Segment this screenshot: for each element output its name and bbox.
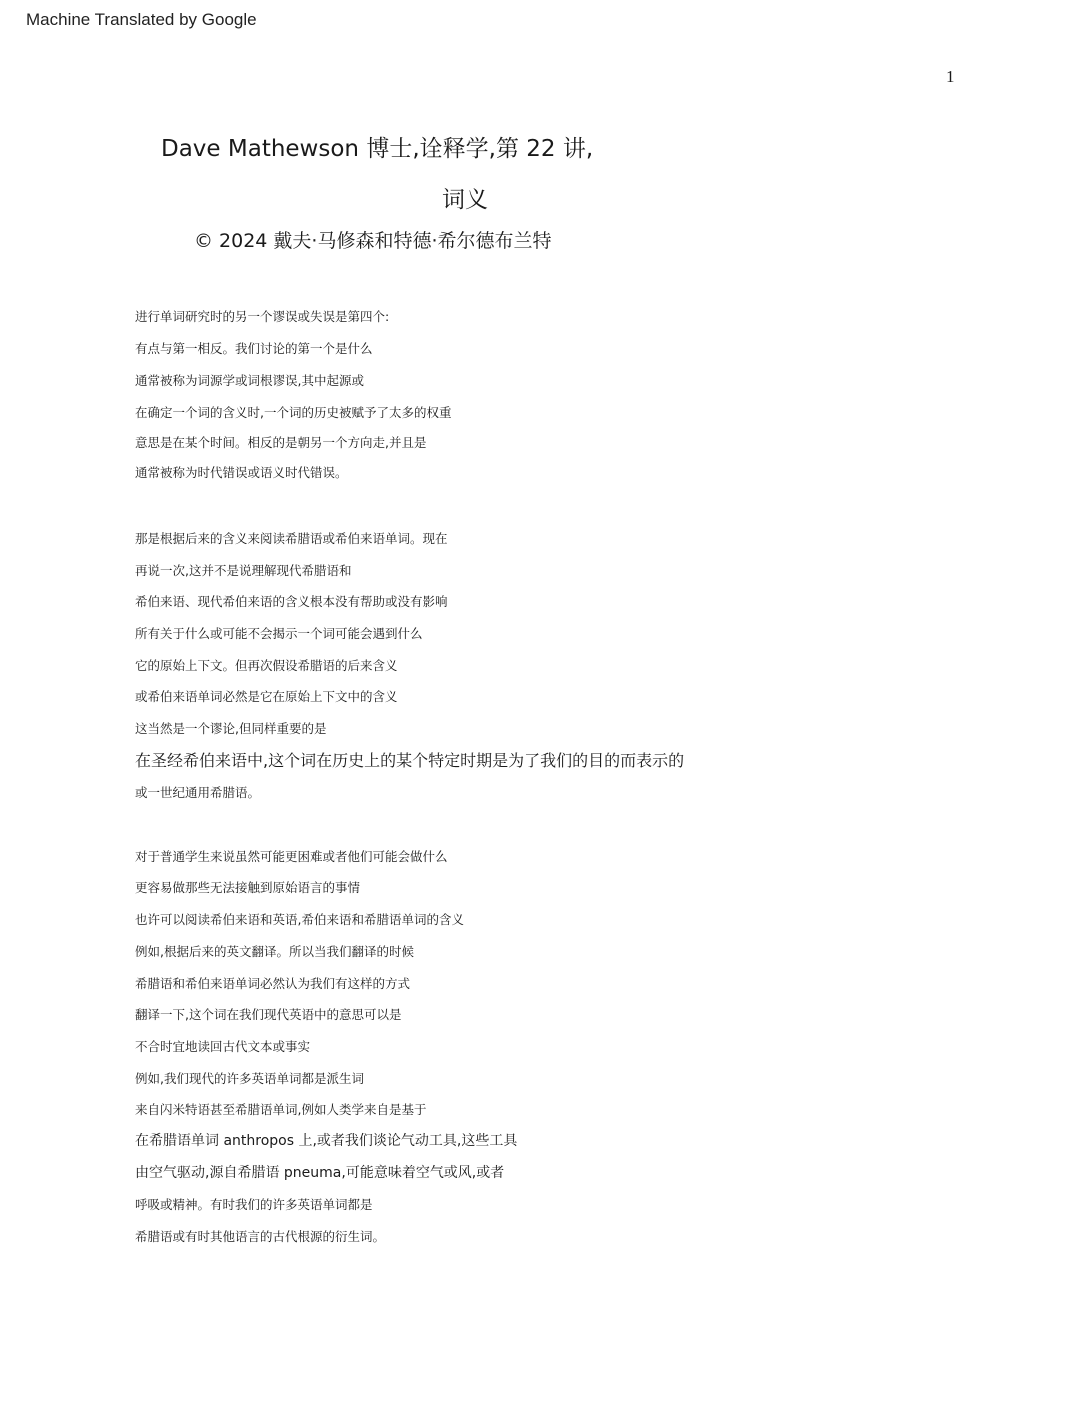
text-line: 希腊语和希伯来语单词必然认为我们有这样的方式	[135, 976, 411, 991]
text-line: 希伯来语、现代希伯来语的含义根本没有帮助或没有影响	[135, 594, 448, 609]
document-subtitle: 词义	[442, 187, 488, 213]
text-line: 例如,根据后来的英文翻译。所以当我们翻译的时候	[135, 944, 414, 959]
page-number: 1	[946, 67, 955, 86]
text-line: 更容易做那些无法接触到原始语言的事情	[135, 880, 361, 895]
text-line: 在确定一个词的含义时,一个词的历史被赋予了太多的权重	[135, 405, 452, 420]
text-line: 对于普通学生来说虽然可能更困难或者他们可能会做什么	[135, 849, 448, 864]
text-line: 或希伯来语单词必然是它在原始上下文中的含义	[135, 689, 398, 704]
text-line: 那是根据后来的含义来阅读希腊语或希伯来语单词。现在	[135, 531, 448, 546]
text-line: 翻译一下,这个词在我们现代英语中的意思可以是	[135, 1007, 402, 1022]
text-line: 这当然是一个谬论,但同样重要的是	[135, 721, 327, 736]
text-line: 来自闪米特语甚至希腊语单词,例如人类学来自是基于	[135, 1102, 427, 1117]
text-line: 由空气驱动,源自希腊语 pneuma,可能意味着空气或风,或者	[135, 1165, 505, 1181]
text-line: 通常被称为词源学或词根谬误,其中起源或	[135, 373, 364, 388]
text-line: 它的原始上下文。但再次假设希腊语的后来含义	[135, 658, 398, 673]
text-line: 或一世纪通用希腊语。	[135, 785, 261, 800]
text-line: 在希腊语单词 anthropos 上,或者我们谈论气动工具,这些工具	[135, 1133, 518, 1149]
text-line: 所有关于什么或可能不会揭示一个词可能会遇到什么	[135, 626, 423, 641]
text-line: 例如,我们现代的许多英语单词都是派生词	[135, 1071, 364, 1086]
text-line: 再说一次,这并不是说理解现代希腊语和	[135, 563, 352, 578]
text-line: 在圣经希伯来语中,这个词在历史上的某个特定时期是为了我们的目的而表示的	[135, 751, 685, 770]
text-line: 希腊语或有时其他语言的古代根源的衍生词。	[135, 1229, 386, 1244]
copyright-line: © 2024 戴夫·马修森和特德·希尔德布兰特	[194, 230, 552, 252]
text-line: 进行单词研究时的另一个谬误或失误是第四个:	[135, 309, 390, 324]
text-line: 意思是在某个时间。相反的是朝另一个方向走,并且是	[135, 435, 427, 450]
text-line: 也许可以阅读希伯来语和英语,希伯来语和希腊语单词的含义	[135, 912, 464, 927]
text-line: 通常被称为时代错误或语义时代错误。	[135, 465, 348, 480]
document-title: Dave Mathewson 博士,诠释学,第 22 讲,	[161, 136, 594, 162]
text-line: 有点与第一相反。我们讨论的第一个是什么	[135, 341, 373, 356]
text-line: 呼吸或精神。有时我们的许多英语单词都是	[135, 1197, 373, 1212]
machine-translated-label: Machine Translated by Google	[26, 10, 257, 29]
text-line: 不合时宜地读回古代文本或事实	[135, 1039, 311, 1054]
